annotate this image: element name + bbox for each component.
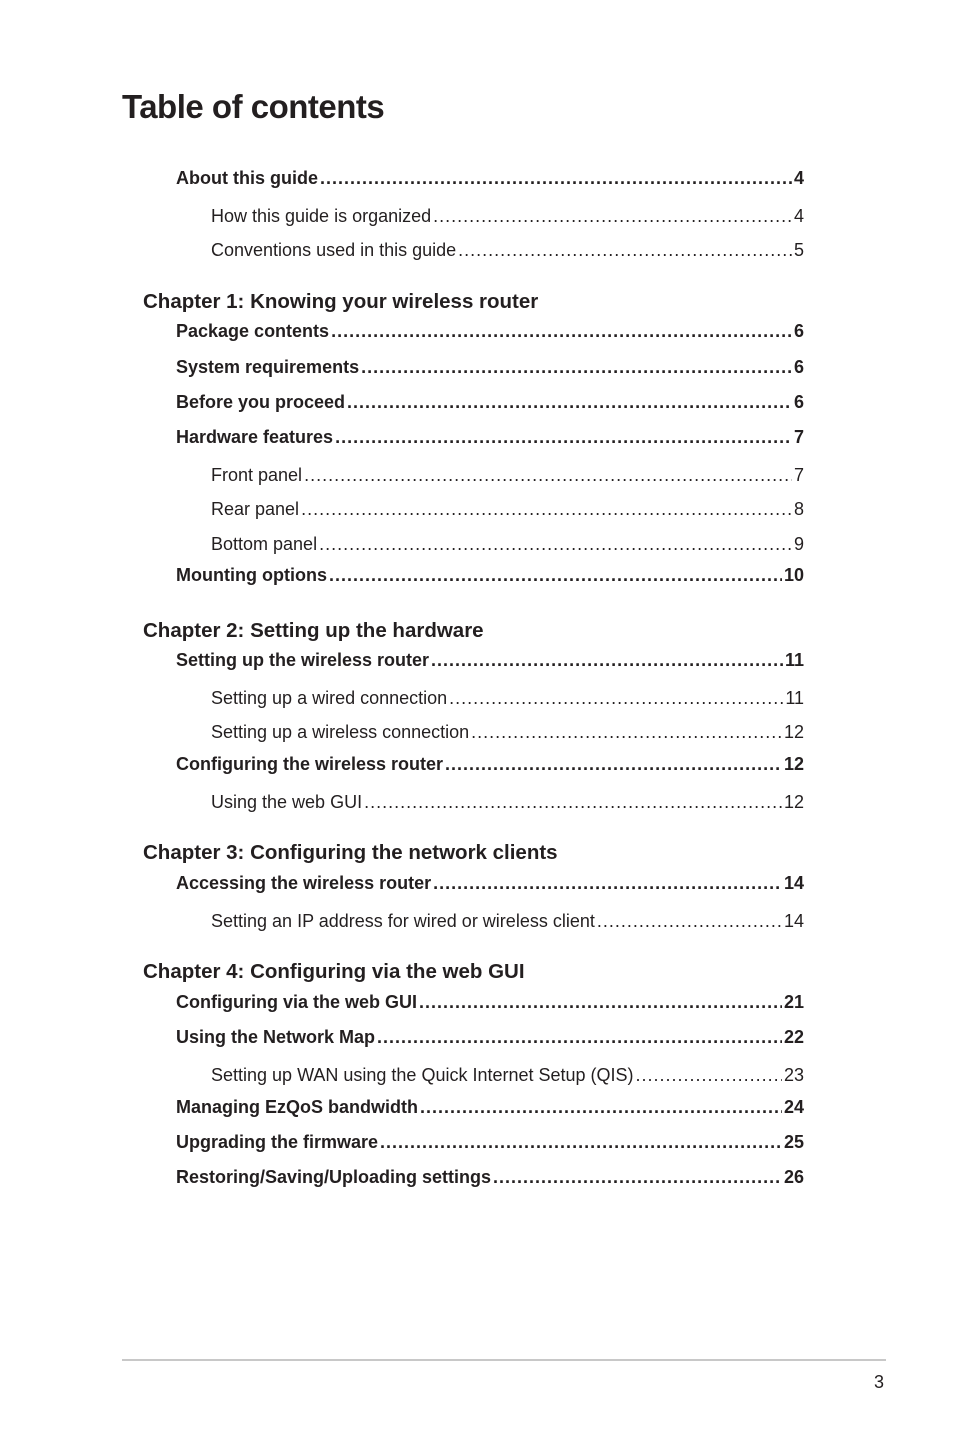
- dot-leader: [380, 1132, 782, 1153]
- toc-subsection-entry[interactable]: [211, 688, 804, 709]
- entry-label: Managing EzQoS bandwidth: [176, 1097, 418, 1117]
- dot-leader: [636, 1065, 782, 1086]
- entry-label: How this guide is organized: [211, 206, 432, 226]
- toc-section-entry[interactable]: [176, 357, 804, 378]
- entry-page-number: 7: [793, 427, 804, 447]
- entry-page-number: 11: [785, 688, 804, 708]
- entry-label: Front panel: [211, 465, 303, 485]
- dot-leader: [331, 321, 792, 342]
- entry-label: Package contents: [176, 321, 330, 341]
- entry-label: Configuring the wireless router: [176, 754, 444, 774]
- entry-page-number: 23: [783, 1065, 804, 1085]
- entry-label: Restoring/Saving/Uploading settings: [176, 1167, 492, 1187]
- toc-section-entry[interactable]: [176, 873, 804, 894]
- entry-label: Using the web GUI: [211, 792, 363, 812]
- toc-section-entry[interactable]: [176, 427, 804, 448]
- dot-leader: [361, 357, 792, 378]
- entry-label: Configuring via the web GUI: [176, 992, 418, 1012]
- entry-page-number: 6: [793, 321, 804, 341]
- entry-page-number: 14: [783, 873, 804, 893]
- dot-leader: [597, 911, 782, 932]
- chapter-heading: Chapter 4: Configuring via the web GUI: [143, 960, 525, 983]
- entry-page-number: 6: [793, 357, 804, 377]
- dot-leader: [320, 168, 792, 189]
- toc-subsection-entry[interactable]: [211, 534, 804, 555]
- entry-page-number: 6: [793, 392, 804, 412]
- entry-label: Hardware features: [176, 427, 334, 447]
- entry-page-number: 11: [784, 650, 804, 670]
- toc-subsection-entry[interactable]: [211, 465, 804, 486]
- entry-label: Conventions used in this guide: [211, 240, 457, 260]
- dot-leader: [329, 565, 782, 586]
- dot-leader: [304, 465, 792, 486]
- dot-leader: [433, 873, 782, 894]
- dot-leader: [493, 1167, 782, 1188]
- page-title: Table of contents: [122, 88, 385, 125]
- dot-leader: [449, 688, 783, 709]
- entry-page-number: 24: [783, 1097, 804, 1117]
- entry-label: Before you proceed: [176, 392, 346, 412]
- entry-page-number: 26: [783, 1167, 804, 1187]
- toc-subsection-entry[interactable]: [211, 240, 804, 261]
- toc-section-entry[interactable]: [176, 321, 804, 342]
- toc-section-entry[interactable]: [176, 392, 804, 413]
- chapter-heading: Chapter 2: Setting up the hardware: [143, 619, 484, 642]
- toc-subsection-entry[interactable]: [211, 911, 804, 932]
- entry-label: Setting up WAN using the Quick Internet Setup (QIS): [211, 1065, 634, 1085]
- dot-leader: [364, 792, 782, 813]
- toc-subsection-entry[interactable]: [211, 792, 804, 813]
- toc-section-entry[interactable]: [176, 1097, 804, 1118]
- entry-label: System requirements: [176, 357, 360, 377]
- dot-leader: [420, 1097, 782, 1118]
- entry-label: Rear panel: [211, 499, 300, 519]
- chapter-heading: Chapter 3: Configuring the network clients: [143, 841, 558, 864]
- dot-leader: [471, 722, 782, 743]
- entry-label: Bottom panel: [211, 534, 318, 554]
- footer-divider: [122, 1359, 886, 1361]
- dot-leader: [431, 650, 783, 671]
- toc-section-entry[interactable]: [176, 992, 804, 1013]
- toc-section-entry[interactable]: [176, 754, 804, 775]
- dot-leader: [445, 754, 782, 775]
- toc-subsection-entry[interactable]: [211, 499, 804, 520]
- entry-label: Setting an IP address for wired or wireless client: [211, 911, 595, 931]
- entry-label: Upgrading the firmware: [176, 1132, 379, 1152]
- dot-leader: [419, 992, 782, 1013]
- entry-label: Setting up the wireless router: [176, 650, 430, 670]
- toc-section-entry[interactable]: [176, 168, 804, 189]
- toc-section-entry[interactable]: [176, 1027, 804, 1048]
- dot-leader: [377, 1027, 782, 1048]
- toc-section-entry[interactable]: [176, 1132, 804, 1153]
- entry-label: Mounting options: [176, 565, 327, 585]
- entry-label: Accessing the wireless router: [176, 873, 432, 893]
- dot-leader: [433, 206, 792, 227]
- entry-page-number: 12: [783, 722, 804, 742]
- entry-page-number: 14: [783, 911, 804, 931]
- entry-page-number: 9: [793, 534, 804, 554]
- entry-page-number: 8: [793, 499, 804, 519]
- entry-label: About this guide: [176, 168, 318, 188]
- toc-section-entry[interactable]: [176, 565, 804, 586]
- toc-section-entry[interactable]: [176, 1167, 804, 1188]
- entry-page-number: 4: [793, 206, 804, 226]
- entry-page-number: 10: [783, 565, 804, 585]
- entry-page-number: 22: [783, 1027, 804, 1047]
- entry-label: Using the Network Map: [176, 1027, 376, 1047]
- toc-subsection-entry[interactable]: [211, 206, 804, 227]
- entry-page-number: 5: [793, 240, 804, 260]
- entry-page-number: 21: [783, 992, 804, 1012]
- dot-leader: [347, 392, 792, 413]
- chapter-heading: Chapter 1: Knowing your wireless router: [143, 290, 539, 313]
- toc-section-entry[interactable]: [176, 650, 804, 671]
- toc-subsection-entry[interactable]: [211, 1065, 804, 1086]
- entry-page-number: 25: [783, 1132, 804, 1152]
- entry-page-number: 12: [783, 754, 804, 774]
- footer-page-number: 3: [874, 1372, 885, 1392]
- dot-leader: [335, 427, 792, 448]
- toc-subsection-entry[interactable]: [211, 722, 804, 743]
- entry-page-number: 7: [793, 465, 804, 485]
- dot-leader: [301, 499, 792, 520]
- dot-leader: [319, 534, 792, 555]
- entry-label: Setting up a wireless connection: [211, 722, 470, 742]
- entry-label: Setting up a wired connection: [211, 688, 448, 708]
- entry-page-number: 4: [793, 168, 804, 188]
- entry-page-number: 12: [783, 792, 804, 812]
- dot-leader: [458, 240, 792, 261]
